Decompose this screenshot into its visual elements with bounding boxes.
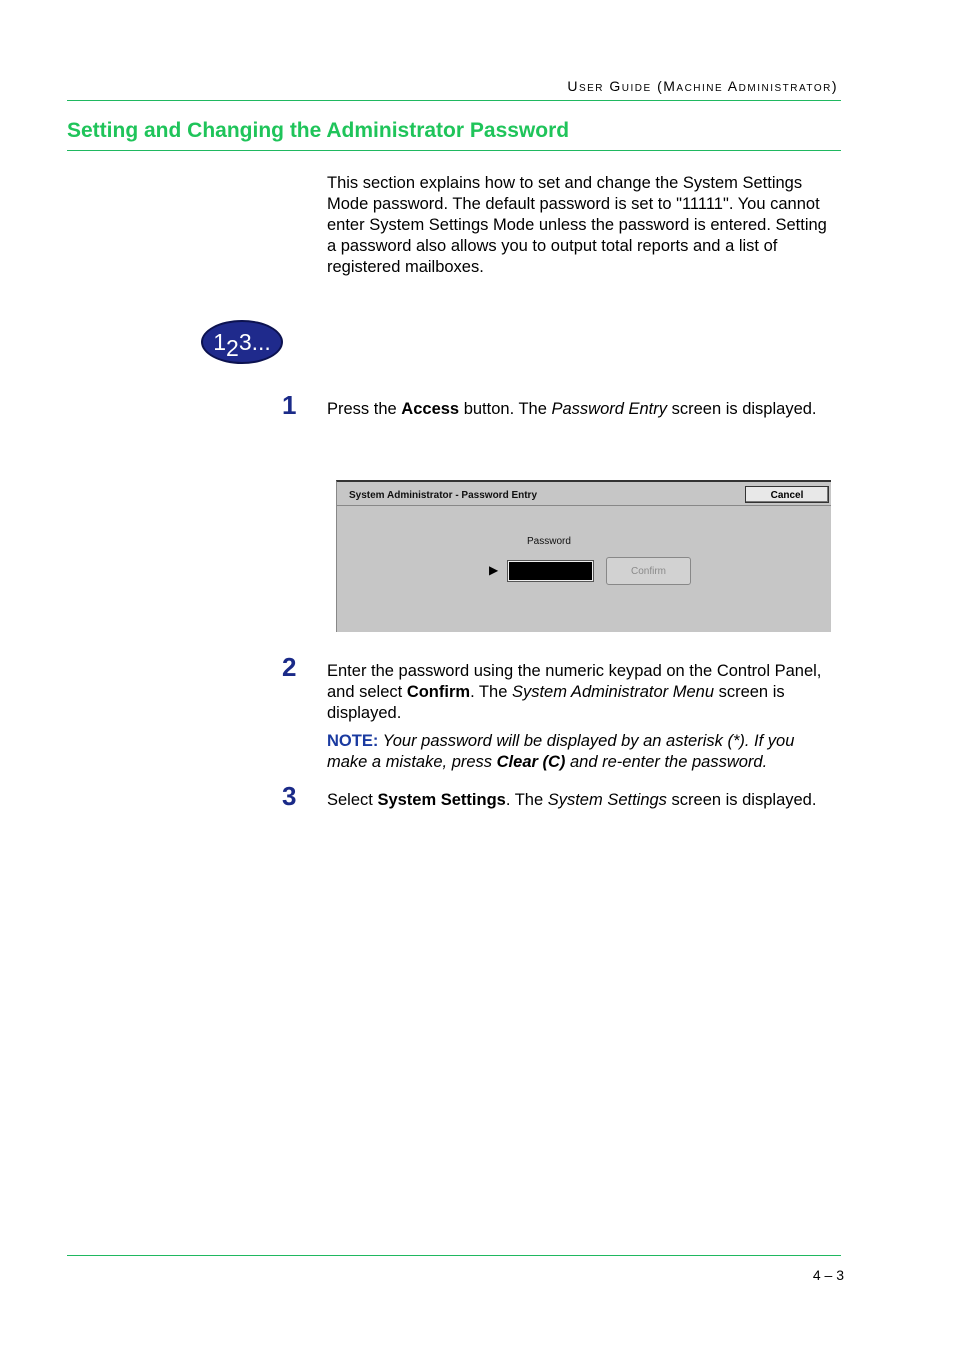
title-rule [67, 150, 841, 151]
step-2-note: NOTE: Your password will be displayed by an asterisk (*). If you make a mistake, press Clear (C) and re-enter the password. [327, 732, 795, 771]
badge-digit-1: 1 [213, 329, 227, 355]
step-2-text: Enter the password using the numeric keypad on the Control Panel, and select Confirm. The System Administrator Menu screen is displayed. [327, 662, 822, 722]
cancel-button[interactable]: Cancel [745, 486, 829, 503]
note-label: NOTE: [327, 732, 379, 750]
badge-digit-2: 2 [226, 335, 239, 361]
password-input[interactable] [508, 561, 593, 581]
step-1-text: Press the Access button. The Password Entry screen is displayed. [327, 400, 817, 418]
step-3-number: 3 [282, 781, 297, 811]
steps-badge-icon [201, 320, 283, 364]
password-label: Password [527, 536, 571, 547]
page-number: 4 – 3 [812, 1267, 844, 1283]
intro-paragraph: This section explains how to set and change the System Settings Mode password. The default password is set to "11111". You cannot enter System Settings Mode unless the password is entered. Setting a password also allows you to output total reports and a list of registered mailboxes. [327, 174, 827, 276]
step-1-number: 1 [282, 390, 297, 420]
step-3-text: Select System Settings. The System Settings screen is displayed. [327, 791, 817, 809]
running-head: User Guide (Machine Administrator) [567, 78, 838, 94]
pointer-arrow-icon: ▶ [489, 563, 499, 577]
footer-rule [67, 1255, 841, 1256]
header-rule [67, 100, 841, 101]
screen-divider [337, 505, 831, 506]
confirm-button[interactable]: Confirm [606, 557, 691, 585]
screen-title: System Administrator - Password Entry [349, 490, 538, 501]
password-entry-screen [336, 480, 831, 632]
badge-digit-3: 3... [238, 329, 271, 355]
step-2-number: 2 [282, 652, 297, 682]
section-title: Setting and Changing the Administrator Password [67, 119, 570, 142]
